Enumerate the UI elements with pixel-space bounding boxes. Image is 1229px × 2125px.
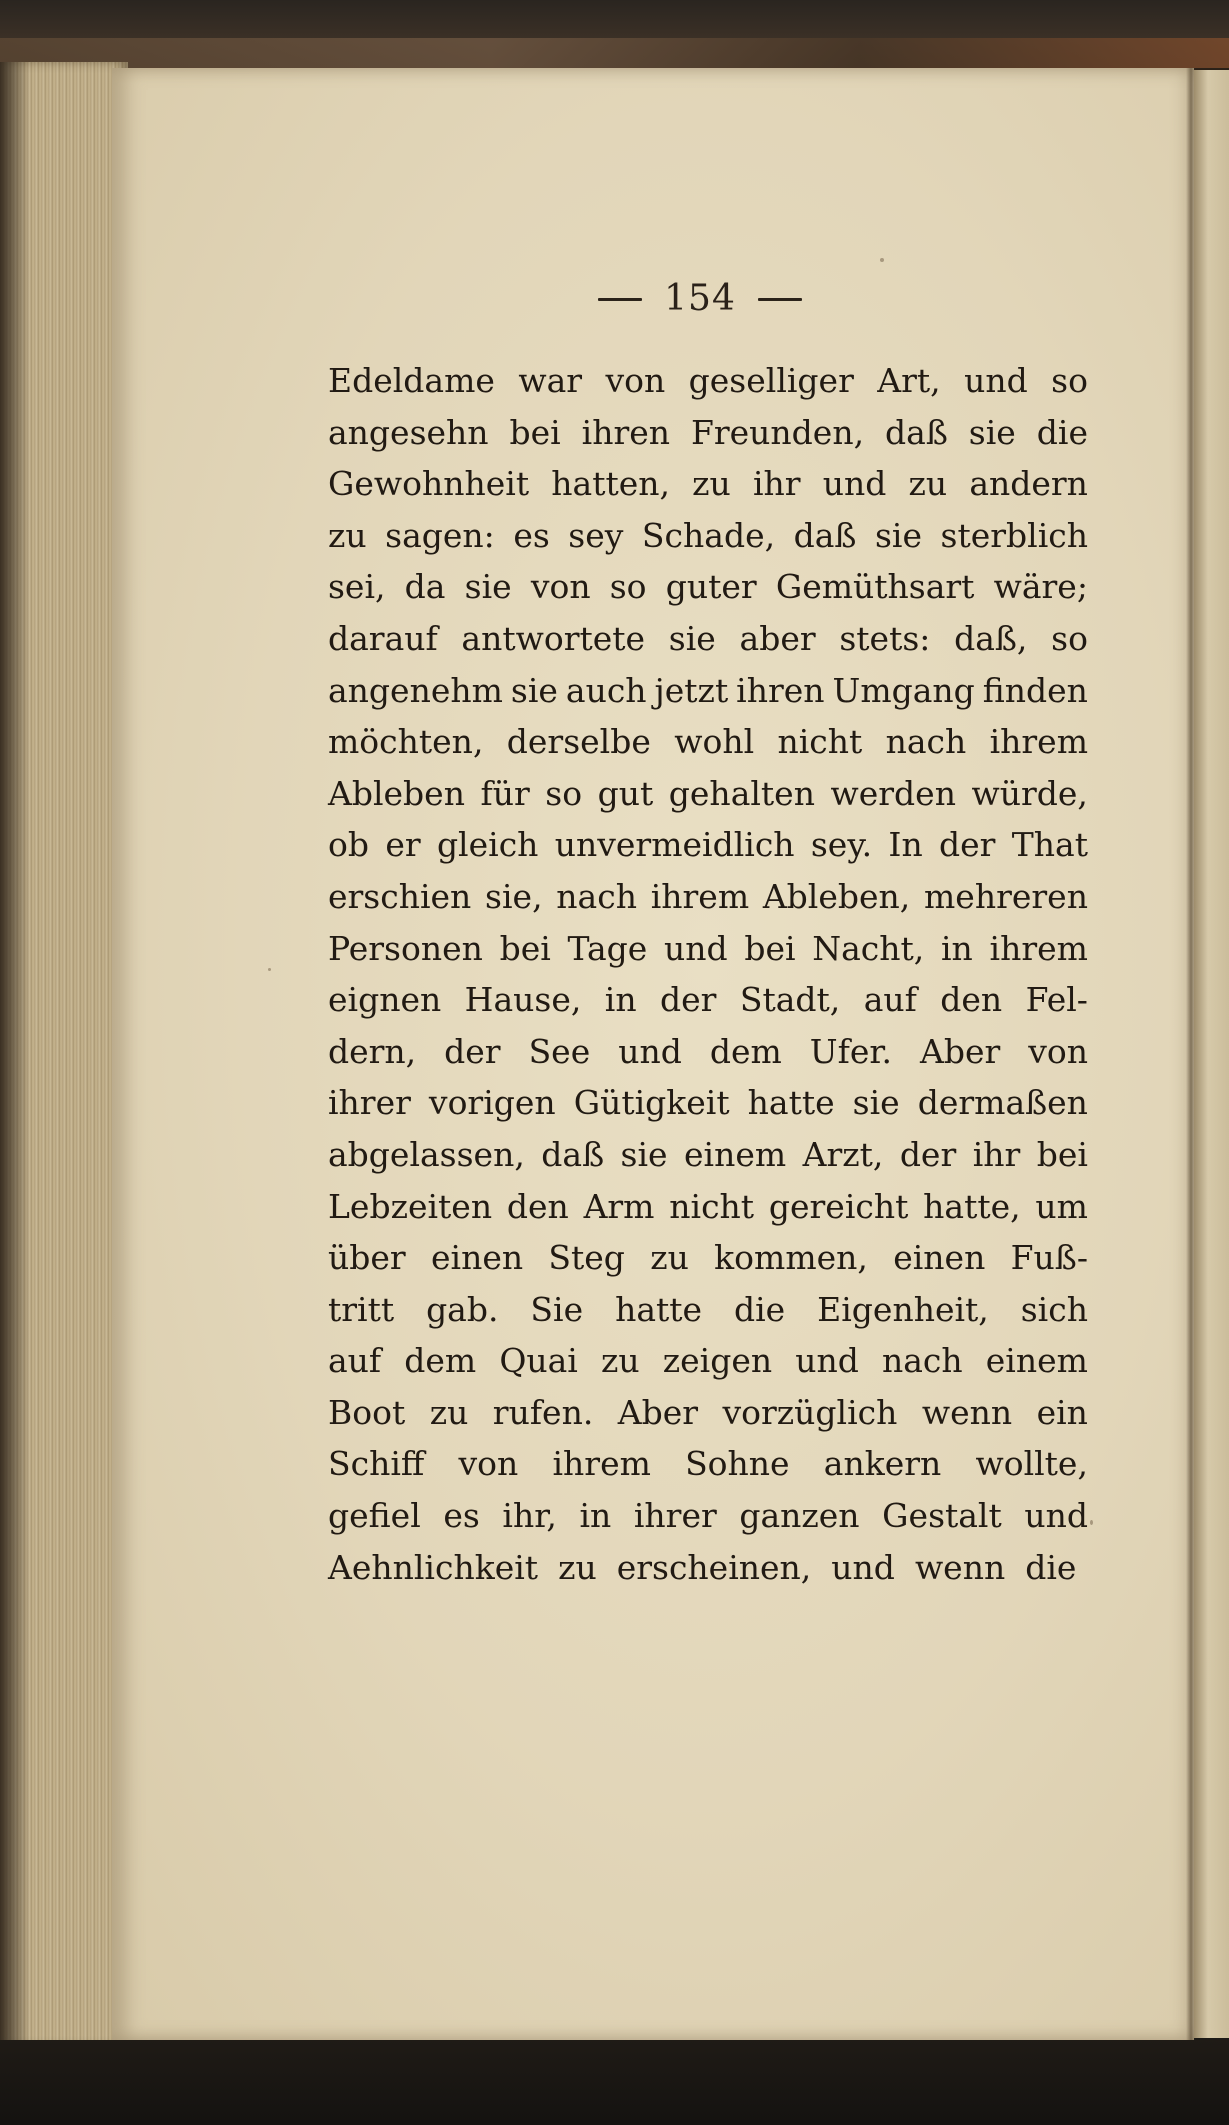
word: Gütigkeit	[573, 1083, 730, 1123]
word: es	[513, 515, 550, 555]
text-line	[328, 1129, 1088, 1181]
word: hatte	[747, 1083, 835, 1123]
word: Sie	[530, 1289, 584, 1329]
word: in	[604, 980, 637, 1020]
word: antwortete	[461, 618, 646, 658]
word: rufen.	[492, 1392, 594, 1432]
word: In	[888, 825, 923, 865]
text-line	[328, 974, 1088, 1026]
word: werden	[830, 773, 956, 813]
word: den	[506, 1186, 569, 1226]
word: daß	[541, 1134, 605, 1174]
word: so	[1051, 618, 1088, 658]
word: dermaßen	[917, 1083, 1088, 1123]
word: erschien	[328, 876, 472, 916]
word: möchten,	[328, 722, 484, 762]
word: zu	[558, 1547, 597, 1587]
word: gefiel	[328, 1496, 421, 1536]
word: derselbe	[506, 722, 651, 762]
word: Edeldame	[328, 361, 495, 400]
word: auf	[328, 1341, 382, 1381]
word: sie	[510, 670, 558, 710]
word: angenehm	[328, 670, 503, 710]
word: gehalten	[668, 773, 815, 813]
word: vorigen	[428, 1083, 556, 1123]
word: die	[1036, 412, 1088, 452]
word: und	[663, 928, 728, 968]
word: Boot	[328, 1392, 406, 1432]
word: geselliger	[688, 361, 854, 400]
word: ihrer	[633, 1496, 717, 1536]
word: ihr,	[502, 1496, 557, 1536]
page-header	[560, 274, 840, 324]
text-line	[328, 716, 1088, 768]
word: bei	[499, 928, 551, 968]
text-line	[328, 1026, 1088, 1078]
word: zu	[328, 515, 367, 555]
word: würde,	[971, 773, 1088, 813]
word: zeigen	[662, 1341, 773, 1381]
text-line	[328, 1387, 1088, 1439]
text-line	[328, 561, 1088, 613]
word: und	[964, 361, 1028, 400]
word: tritt	[328, 1289, 395, 1329]
word: von	[458, 1444, 519, 1484]
word: sie	[620, 1134, 668, 1174]
word: Fuß-	[1010, 1238, 1088, 1278]
word: daß	[885, 412, 948, 452]
word: und	[795, 1341, 859, 1381]
word: einen	[893, 1238, 986, 1278]
word: ihrem	[989, 928, 1088, 968]
word: es	[443, 1496, 480, 1536]
word: nach	[556, 876, 637, 916]
paper-speck	[268, 968, 271, 971]
word: einem	[684, 1134, 787, 1174]
text-line	[328, 665, 1088, 717]
next-page-edge	[1194, 70, 1229, 2038]
word: der	[444, 1031, 501, 1071]
word: Lebzeiten	[328, 1186, 493, 1226]
text-line	[328, 1077, 1088, 1129]
word: Sohne	[685, 1444, 790, 1484]
word: ihrem	[650, 876, 750, 916]
word: zu	[600, 1341, 640, 1381]
word: Aber	[919, 1031, 1001, 1071]
book-cover-bottom-edge	[0, 2040, 1229, 2125]
word: ihrem	[989, 722, 1088, 762]
word: und	[1024, 1496, 1088, 1536]
paper-speck	[880, 258, 884, 262]
word: er	[385, 825, 421, 865]
book-spine-edge	[0, 38, 1229, 68]
word: ganzen	[739, 1496, 860, 1536]
word: ihrem	[552, 1444, 651, 1484]
word: Umgang	[832, 670, 975, 710]
word: den	[940, 980, 1003, 1020]
word: so	[609, 567, 647, 607]
word: darauf	[328, 618, 438, 658]
text-line	[328, 768, 1088, 820]
word: wollte,	[975, 1444, 1088, 1484]
word: Personen	[328, 928, 483, 968]
word: sterblich	[940, 515, 1088, 555]
word: Tage	[567, 928, 648, 968]
word: sey.	[810, 825, 873, 865]
text-line	[328, 1232, 1088, 1284]
word: That	[1011, 825, 1088, 865]
word: in	[941, 928, 973, 968]
word: zu	[429, 1392, 469, 1432]
word: war	[518, 361, 583, 400]
word: da	[404, 567, 446, 607]
word: Schade,	[641, 515, 776, 555]
word: Aehnlichkeit	[328, 1547, 539, 1587]
word: der	[939, 825, 996, 865]
word: sey	[568, 515, 624, 555]
word: ihrer	[328, 1083, 411, 1123]
word: abgelassen,	[328, 1134, 525, 1174]
text-line	[328, 1438, 1088, 1490]
word: dem	[404, 1341, 477, 1381]
word: kommen,	[714, 1238, 868, 1278]
word: angesehn	[328, 412, 489, 452]
word: dern,	[328, 1031, 417, 1071]
word: nach	[885, 722, 967, 762]
word: dem	[709, 1031, 782, 1071]
word: zu	[692, 464, 731, 504]
word: und	[822, 464, 887, 504]
word: mehreren	[924, 876, 1088, 916]
word: über	[328, 1238, 406, 1278]
word: Ableben	[328, 773, 465, 813]
word: sie	[852, 1083, 900, 1123]
word: von	[530, 567, 591, 607]
word: Arzt,	[802, 1134, 884, 1174]
word: ihr	[752, 464, 801, 504]
word: von	[605, 361, 666, 400]
word: Gestalt	[882, 1496, 1002, 1536]
word: sich	[1020, 1289, 1088, 1329]
text-line	[328, 1490, 1088, 1542]
word: gab.	[426, 1289, 499, 1329]
word: Stadt,	[739, 980, 841, 1020]
word: sie	[968, 412, 1016, 452]
word: so	[545, 773, 583, 813]
header-dash-right	[758, 298, 802, 301]
word: bei	[509, 412, 561, 452]
word: die	[1025, 1547, 1077, 1587]
word: eignen	[328, 980, 442, 1020]
word: Art,	[877, 361, 941, 400]
word: sie,	[485, 876, 543, 916]
word: Eigenheit,	[817, 1289, 989, 1329]
word: und	[618, 1031, 682, 1071]
text-line	[328, 458, 1088, 510]
word: ihren	[736, 670, 825, 710]
word: jetzt	[654, 670, 729, 710]
word: aber	[739, 618, 816, 658]
word: nicht	[777, 722, 863, 762]
word: Nacht,	[812, 928, 925, 968]
word: hatte	[615, 1289, 703, 1329]
word: bei	[1036, 1134, 1088, 1174]
word: auf	[863, 980, 917, 1020]
word: hatte,	[923, 1186, 1021, 1226]
word: der	[660, 980, 717, 1020]
word: andern	[969, 464, 1088, 504]
word: sagen:	[385, 515, 495, 555]
page-number: 154	[664, 278, 736, 319]
word: unvermeidlich	[554, 825, 795, 865]
word: sie	[874, 515, 922, 555]
text-line	[328, 1181, 1088, 1233]
word: ob	[328, 825, 369, 865]
word: auch	[565, 670, 647, 710]
word: erscheinen,	[616, 1547, 812, 1587]
word: wenn	[914, 1547, 1006, 1587]
word: so	[1051, 361, 1088, 400]
word: um	[1035, 1186, 1088, 1226]
word: sie	[464, 567, 512, 607]
word: wohl	[674, 722, 755, 762]
word: ihr	[972, 1134, 1021, 1174]
text-line	[328, 923, 1088, 975]
word: einen	[430, 1238, 524, 1278]
word: bei	[744, 928, 796, 968]
text-line	[328, 871, 1088, 923]
text-line	[328, 1284, 1088, 1336]
word: Aber	[617, 1392, 699, 1432]
text-line	[328, 1335, 1088, 1387]
word: ihren	[581, 412, 671, 452]
word: hatten,	[551, 464, 671, 504]
word: sie	[668, 618, 716, 658]
word: Gemüthsart	[775, 567, 975, 607]
word: Gewohnheit	[328, 464, 530, 504]
word: ankern	[823, 1444, 942, 1484]
word: zu	[650, 1238, 689, 1278]
text-line	[328, 613, 1088, 665]
word: der	[899, 1134, 957, 1174]
word: finden	[982, 670, 1088, 710]
word: wenn	[921, 1392, 1013, 1432]
word: für	[480, 773, 530, 813]
text-line	[328, 407, 1088, 459]
text-line	[328, 819, 1088, 871]
body-text	[328, 355, 1088, 1593]
header-dash-left	[598, 298, 642, 301]
page-edges-shadow	[0, 62, 30, 2047]
word: Ableben,	[762, 876, 911, 916]
word: stets:	[839, 618, 931, 658]
word: gut	[597, 773, 654, 813]
word: nicht	[669, 1186, 755, 1226]
text-line	[328, 1542, 1088, 1594]
word: daß,	[954, 618, 1028, 658]
word: gereicht	[768, 1186, 909, 1226]
word: nach	[881, 1341, 963, 1381]
word: Fel-	[1025, 980, 1088, 1020]
word: Schiff	[328, 1444, 425, 1484]
paper-speck	[1090, 1520, 1093, 1525]
word: einem	[985, 1341, 1088, 1381]
word: Arm	[583, 1186, 655, 1226]
word: vorzüglich	[722, 1392, 898, 1432]
word: ein	[1036, 1392, 1088, 1432]
word: in	[579, 1496, 612, 1536]
word: wäre;	[993, 567, 1088, 607]
word: gleich	[436, 825, 539, 865]
word: und	[831, 1547, 895, 1587]
word: Freunden,	[690, 412, 865, 452]
word: Hause,	[464, 980, 582, 1020]
word: Ufer.	[809, 1031, 892, 1071]
word: guter	[665, 567, 757, 607]
word: See	[528, 1031, 591, 1071]
word: zu	[908, 464, 948, 504]
text-line	[328, 510, 1088, 562]
word: Steg	[548, 1238, 625, 1278]
word: die	[733, 1289, 786, 1329]
word: Quai	[499, 1341, 578, 1381]
word: sei,	[328, 567, 386, 607]
word: von	[1028, 1031, 1088, 1071]
text-line	[328, 355, 1088, 407]
word: daß	[793, 515, 857, 555]
